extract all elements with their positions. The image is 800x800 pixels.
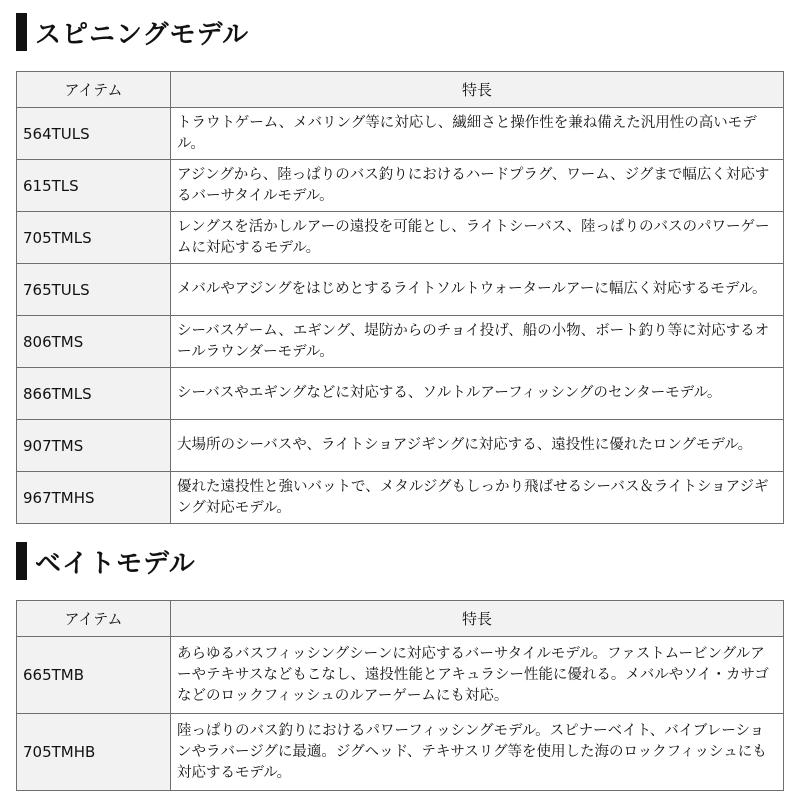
section-title-bait	[16, 541, 196, 581]
item-code: 564TULS	[17, 108, 171, 160]
table-row	[17, 160, 784, 212]
table-row	[17, 264, 784, 316]
table-row	[17, 212, 784, 264]
item-feature: 優れた遠投性と強いバットで、メタルジグもしっかり飛ばせるシーバス＆ライトショアジギング対応モデル。	[171, 472, 784, 524]
item-feature: 大場所のシーバスや、ライトショアジギングに対応する、遠投性に優れたロングモデル。	[171, 420, 784, 472]
title-bar-marker	[16, 13, 27, 51]
table-header-row	[17, 601, 784, 637]
item-feature: 陸っぱりのバス釣りにおけるパワーフィッシングモデル。スピナーベイト、バイブレーションやラバージグに最適。ジグヘッド、テキサスリグ等を使用した海のロックフィッシュにも対応するモデル。	[171, 714, 784, 791]
header-item: アイテム	[17, 601, 171, 637]
section-title-text: スピニングモデル	[35, 19, 250, 50]
bait-spec-table	[16, 600, 784, 791]
section-title-spinning	[16, 12, 249, 52]
table-row	[17, 637, 784, 714]
item-code: 967TMHS	[17, 472, 171, 524]
header-item: アイテム	[17, 72, 171, 108]
table-row	[17, 714, 784, 791]
item-code: 907TMS	[17, 420, 171, 472]
item-code: 615TLS	[17, 160, 171, 212]
item-feature: レングスを活かしルアーの遠投を可能とし、ライトシーバス、陸っぱりのバスのパワーゲームに対応するモデル。	[171, 212, 784, 264]
item-feature: あらゆるバスフィッシングシーンに対応するバーサタイルモデル。ファストムービングルアーやテキサスなどもこなし、遠投性能とアキュラシー性能に優れる。メバルやソイ・カサゴなどのロックフィッシュのルアーゲームにも対応。	[171, 637, 784, 714]
item-feature: シーバスゲーム、エギング、堤防からのチョイ投げ、船の小物、ボート釣り等に対応するオールラウンダーモデル。	[171, 316, 784, 368]
header-feature: 特長	[171, 601, 784, 637]
item-feature: メバルやアジングをはじめとするライトソルトウォータールアーに幅広く対応するモデル。	[171, 264, 784, 316]
table-row	[17, 108, 784, 160]
item-code: 765TULS	[17, 264, 171, 316]
table-row	[17, 316, 784, 368]
table-row	[17, 420, 784, 472]
item-code: 806TMS	[17, 316, 171, 368]
item-feature: トラウトゲーム、メバリング等に対応し、繊細さと操作性を兼ね備えた汎用性の高いモデル。	[171, 108, 784, 160]
spinning-spec-table	[16, 71, 784, 524]
title-bar-marker	[16, 542, 27, 580]
table-row	[17, 368, 784, 420]
item-code: 866TMLS	[17, 368, 171, 420]
item-code: 705TMHB	[17, 714, 171, 791]
item-feature: シーバスやエギングなどに対応する、ソルトルアーフィッシングのセンターモデル。	[171, 368, 784, 420]
table-row	[17, 472, 784, 524]
item-feature: アジングから、陸っぱりのバス釣りにおけるハードプラグ、ワーム、ジグまで幅広く対応するバーサタイルモデル。	[171, 160, 784, 212]
table-header-row	[17, 72, 784, 108]
header-feature: 特長	[171, 72, 784, 108]
section-title-text: ベイトモデル	[35, 548, 196, 579]
item-code: 665TMB	[17, 637, 171, 714]
item-code: 705TMLS	[17, 212, 171, 264]
